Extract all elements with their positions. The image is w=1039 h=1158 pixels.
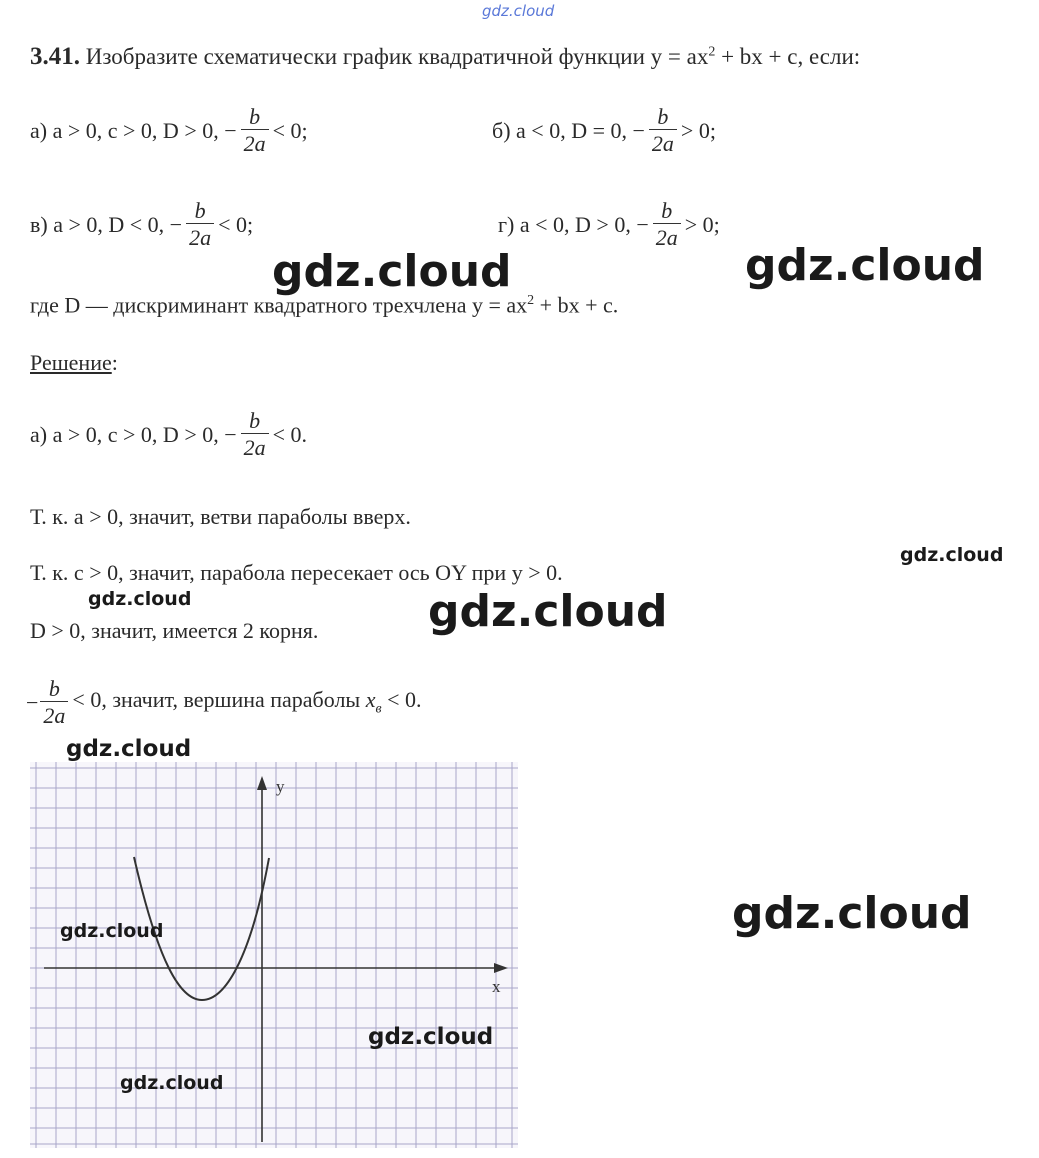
header-watermark: gdz.cloud xyxy=(482,2,555,20)
watermark: gdz.cloud xyxy=(428,586,668,637)
watermark: gdz.cloud xyxy=(745,240,985,291)
watermark: gdz.cloud xyxy=(368,1024,494,1050)
solution-line-2: Т. к. c > 0, значит, парабола пересекает ось OY при y > 0. xyxy=(30,560,563,585)
watermark: gdz.cloud xyxy=(88,588,192,610)
problem-number: 3.41. xyxy=(30,43,80,70)
solution-line-4: − $\frac{b}{2a}$ < 0, значит, вершина параболы $x_в < 0$. xyxy=(26,676,422,729)
x-axis-label: x xyxy=(492,977,501,996)
solution-line-1: Т. к. a > 0, значит, ветви параболы вверх. xyxy=(30,504,411,529)
grid-background xyxy=(30,762,518,1148)
case-v: в) a > 0, D < 0, − $\frac{b}{2a}$ < 0; xyxy=(30,198,254,251)
solution-line-3: D > 0, значит, имеется 2 корня. xyxy=(30,618,319,643)
fraction: $\frac{b}{2a}$ xyxy=(653,198,681,252)
watermark: gdz.cloud xyxy=(272,246,512,297)
watermark: gdz.cloud xyxy=(120,1072,224,1094)
y-axis-label: y xyxy=(276,777,285,796)
case-b: б) a < 0, D = 0, − $\frac{b}{2a}$ > 0; xyxy=(492,104,716,157)
watermark: gdz.cloud xyxy=(732,888,972,939)
fraction: $\frac{b}{2a}$ xyxy=(186,198,214,252)
solution-label: Решение: xyxy=(30,350,118,375)
solution-condition: а) a > 0, c > 0, D > 0, − $\frac{b}{2a}$ < 0. xyxy=(30,408,308,461)
watermark: gdz.cloud xyxy=(900,544,1004,566)
watermark: gdz.cloud xyxy=(66,736,192,762)
fraction: $\frac{b}{2a}$ xyxy=(241,104,269,158)
case-a: а) a > 0, c > 0, D > 0, − $\frac{b}{2a}$ < 0; xyxy=(30,104,308,157)
fraction: $\frac{b}{2a}$ xyxy=(40,676,68,730)
problem-statement: 3.41. Изобразите схематически график квадратичной функции $y = ax^2$ + bx + c, если: xyxy=(30,43,861,70)
parabola-graph xyxy=(30,762,518,1148)
fraction: $\frac{b}{2a}$ xyxy=(241,408,269,462)
case-g: г) a < 0, D > 0, − $\frac{b}{2a}$ > 0; xyxy=(498,198,720,251)
where-line: где D — дискриминант квадратного трехчлена $y = ax^2$ + bx + c. xyxy=(30,292,619,318)
watermark: gdz.cloud xyxy=(60,920,164,942)
fraction: $\frac{b}{2a}$ xyxy=(649,104,677,158)
